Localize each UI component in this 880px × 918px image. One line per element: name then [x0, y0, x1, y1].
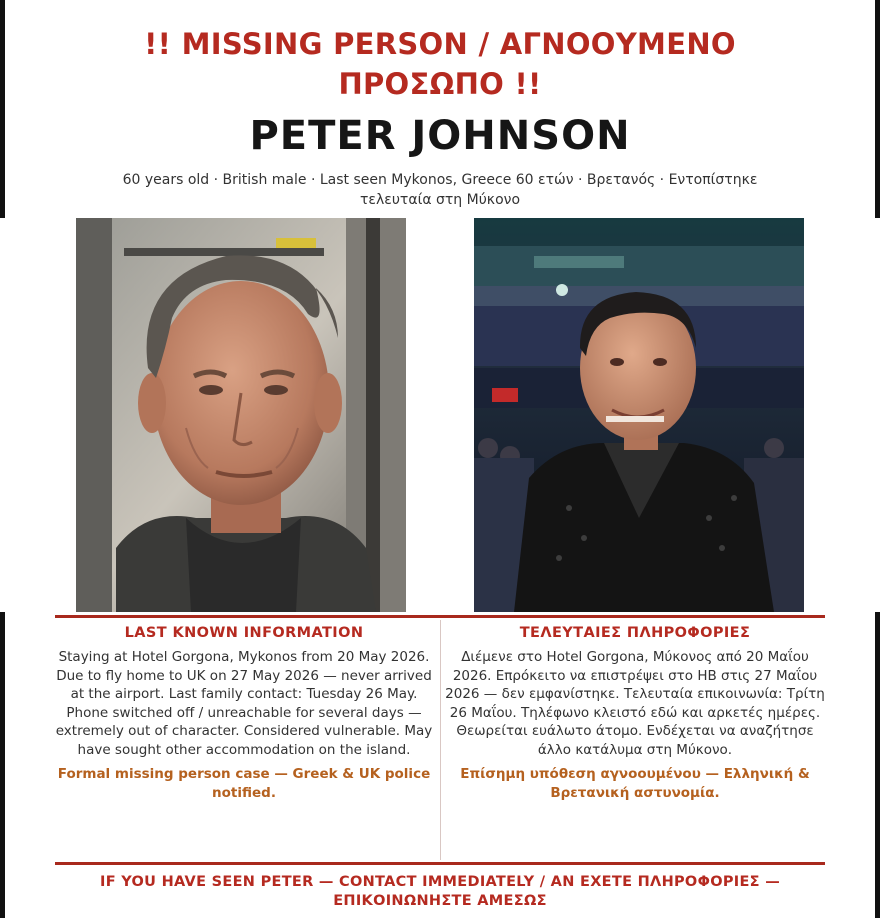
- section-divider-top: [55, 615, 825, 618]
- info-body-english: Staying at Hotel Gorgona, Mykonos from 20 May 2026. Due to fly home to UK on 27 May 2026 — never arrived at the airport. Last family contact: Tuesday 26 May. Phone switched off / unreachable for several days — extremely out of character. Considered vulnerable. May have sought other accommodation on the island.: [55, 649, 433, 758]
- person-details: 60 years old · British male · Last seen Mykonos, Greece 60 ετών · Βρετανός · Εντοπίστηκε τελευταία στη Μύκονο: [122, 172, 758, 208]
- info-body-greek: Διέμενε στο Hotel Gorgona, Μύκονος από 20 Μαΐου 2026. Επρόκειτο να επιστρέψει στο ΗΒ στις 27 Μαΐου 2026 — δεν εμφανίστηκε. Τελευταία επικοινωνία: Τρίτη 26 Μαΐου. Τηλέφωνο κλειστό εδώ και αρκετές ημέρες. Θεωρείται ευάλωτο άτομο. Ενδέχεται να αναζήτησε άλλο κατάλυμα στη Μύκονο.: [445, 649, 825, 758]
- photo-close-up: [76, 218, 406, 612]
- police-note-greek: Επίσημη υπόθεση αγνοουμένου — Ελληνική & Βρετανική αστυνομία.: [460, 766, 810, 801]
- police-note-english: Formal missing person case — Greek & UK police notified.: [57, 766, 431, 801]
- info-heading-english: LAST KNOWN INFORMATION: [124, 625, 364, 641]
- info-column-english: [55, 622, 433, 802]
- frame-edge-left-bottom: [0, 612, 5, 918]
- missing-person-headline: !! MISSING PERSON / ΑΓΝΟΟΥΜΕΝΟ ΠΡΟΣΩΠΟ !!: [144, 27, 736, 101]
- contact-call-to-action: IF YOU HAVE SEEN PETER — CONTACT IMMEDIATELY / AN EXETE ΠΛΗΡΟΦΟΡΙΕΣ — ΕΠΙΚΟΙΝΩΝΗΣΤΕ ΑΜΕΣΩΣ: [100, 874, 780, 909]
- section-divider-bottom: [55, 862, 825, 865]
- person-name: PETER JOHNSON: [249, 113, 631, 159]
- photo-concert: [474, 218, 804, 612]
- info-heading-greek: ΤΕΛΕΥΤΑΙΕΣ ΠΛΗΡΟΦΟΡΙΕΣ: [519, 625, 751, 641]
- frame-edge-right-bottom: [875, 612, 880, 918]
- column-divider: [440, 620, 441, 860]
- info-column-greek: [445, 622, 825, 802]
